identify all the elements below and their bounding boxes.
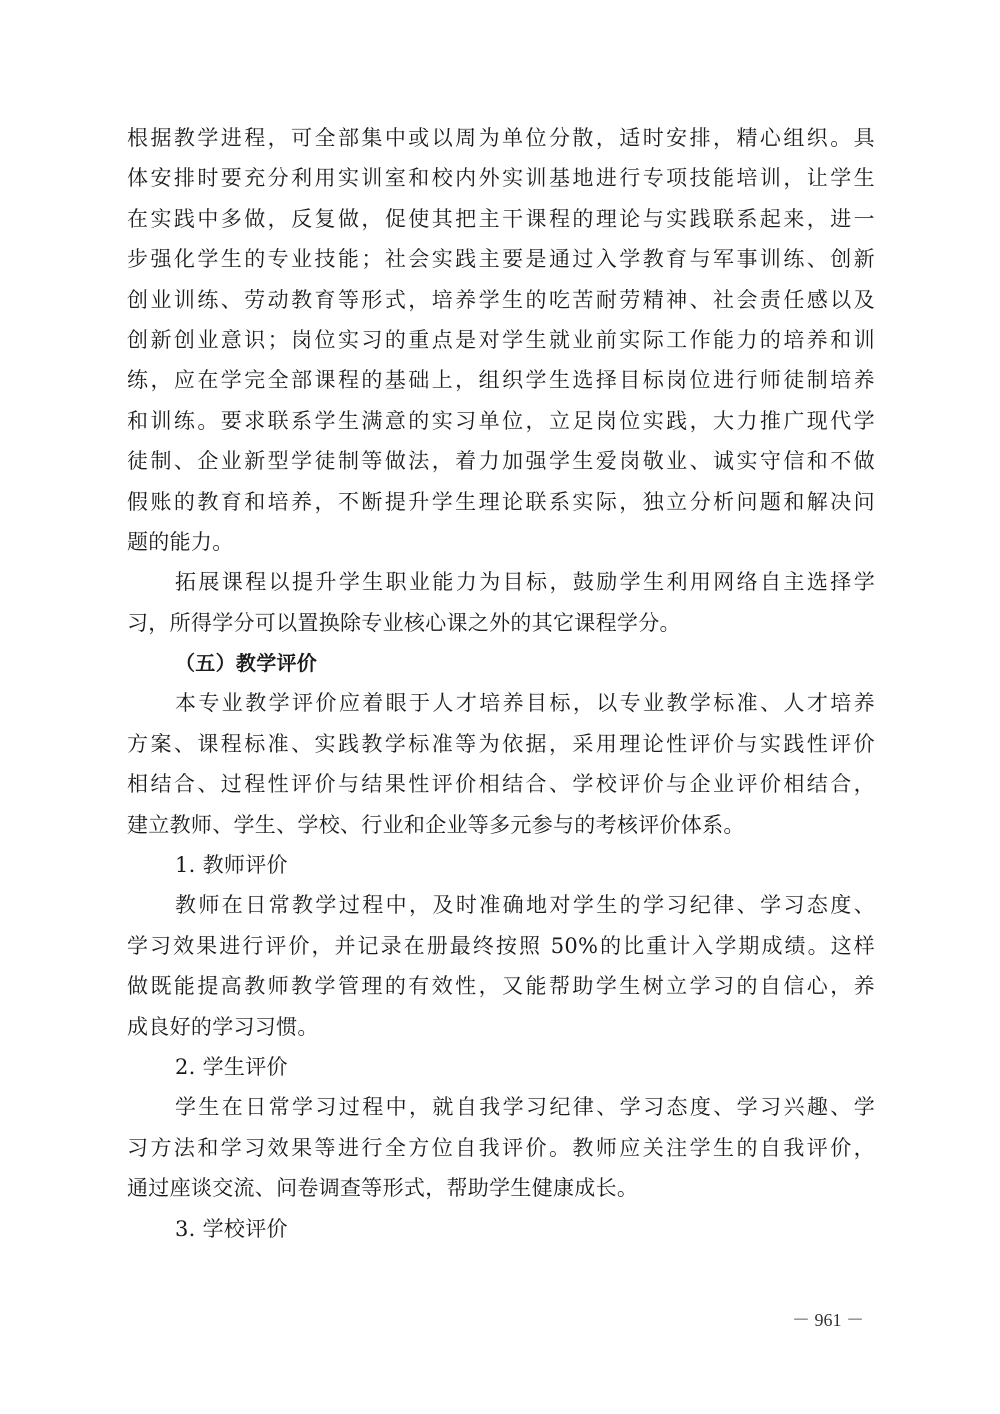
text-line: 徒制、企业新型学徒制等做法，着力加强学生爱岗敬业、诚实守信和不做 [127, 449, 875, 474]
text-line: 题的能力。 [127, 529, 234, 554]
section-heading: （五）教学评价 [175, 651, 318, 676]
text-line: 方案、课程标准、实践教学标准等为依据，采用理论性评价与实践性评价 [127, 731, 875, 756]
text-line: 习方法和学习效果等进行全方位自我评价。教师应关注学生的自我评价， [127, 1135, 875, 1160]
text-line: 通过座谈交流、问卷调查等形式，帮助学生健康成长。 [127, 1176, 639, 1201]
text-line: 学习效果进行评价，并记录在册最终按照 50%的比重计入学期成绩。这样 [127, 933, 875, 958]
text-line: 创新创业意识；岗位实习的重点是对学生就业前实际工作能力的培养和训 [127, 327, 875, 352]
text-line: 步强化学生的专业技能；社会实践主要是通过入学教育与军事训练、创新 [127, 247, 875, 272]
page-number: － 961 － [792, 1310, 864, 1330]
text-line: 在实践中多做，反复做，促使其把主干课程的理论与实践联系起来，进一 [127, 206, 875, 231]
text-line: 拓展课程以提升学生职业能力为目标，鼓励学生利用网络自主选择学 [175, 570, 875, 595]
paragraph-evaluation [127, 683, 875, 845]
text-line: 和训练。要求联系学生满意的实习单位，立足岗位实践，大力推广现代学 [127, 408, 875, 433]
text-line: 学生在日常学习过程中，就自我学习纪律、学习态度、学习兴趣、学 [175, 1095, 875, 1120]
text-line: 创业训练、劳动教育等形式，培养学生的吃苦耐劳精神、社会责任感以及 [127, 287, 875, 312]
item-title-student-evaluation: 2. 学生评价 [175, 1054, 288, 1079]
text-line: 教师在日常教学过程中，及时准确地对学生的学习纪律、学习态度、 [175, 893, 875, 918]
text-line: 假账的教育和培养，不断提升学生理论联系实际，独立分析问题和解决问 [127, 489, 875, 514]
paragraph-extension [127, 562, 875, 643]
item-title-school-evaluation: 3. 学校评价 [175, 1216, 288, 1241]
text-line: 相结合、过程性评价与结果性评价相结合、学校评价与企业评价相结合， [127, 772, 875, 797]
item-title-teacher-evaluation: 1. 教师评价 [175, 853, 288, 878]
text-line: 成良好的学习习惯。 [127, 1014, 319, 1039]
paragraph-student-evaluation [127, 1087, 875, 1208]
text-line: 体安排时要充分利用实训室和校内外实训基地进行专项技能培训，让学生 [127, 166, 875, 191]
text-line: 根据教学进程，可全部集中或以周为单位分散，适时安排，精心组织。具 [127, 126, 875, 150]
text-line: 练，应在学完全部课程的基础上，组织学生选择目标岗位进行师徒制培养 [127, 368, 875, 393]
paragraph-teacher-evaluation [127, 885, 875, 1047]
text-line: 做既能提高教师教学管理的有效性，又能帮助学生树立学习的自信心，养 [127, 974, 875, 999]
text-line: 本专业教学评价应着眼于人才培养目标，以专业教学标准、人才培养 [175, 691, 875, 716]
paragraph-practice [127, 118, 875, 562]
text-line: 建立教师、学生、学校、行业和企业等多元参与的考核评价体系。 [127, 812, 745, 837]
document-page [127, 118, 875, 1249]
text-line: 习，所得学分可以置换除专业核心课之外的其它课程学分。 [127, 610, 681, 635]
